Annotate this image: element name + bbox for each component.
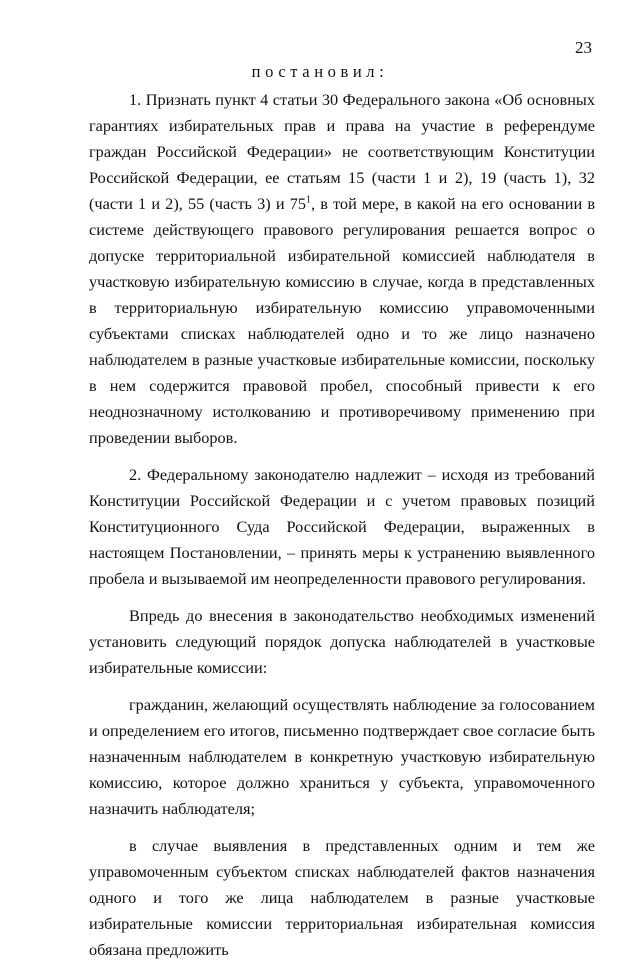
article-superscript: 1 xyxy=(305,194,311,206)
resolution-heading: постановил: xyxy=(251,62,389,81)
paragraph-5: в случае выявления в представленных одним и тем же управомоченным субъектом списках наблюдателей фактов назначения одного и того же лица наблюдателем в разные участковые избирательные комиссии территориальная избирательная комиссия обязана предложить xyxy=(89,836,595,959)
paragraph-1 xyxy=(89,87,595,451)
paragraph-2: 2. Федеральному законодателю надлежит – исходя из требований Конституции Российской Федерации и с учетом правовых позиций Конституционного Суда Российской Федерации, выраженных в настоящем Постановлении, – принять меры к устранению выявленного пробела и вызываемой им неопределенности правового регулирования. xyxy=(89,465,595,588)
page-number: 23 xyxy=(575,38,592,57)
document-body xyxy=(89,87,596,959)
paragraph-1-text-end: , в той мере, в какой на его основании в системе действующего правового регулирования решается вопрос о допуске территориальной избирательной комиссией наблюдателя в участковую избирательную комиссию в случае, когда в представленных в территориальную избирательную комиссию управомоченными субъектами списках наблюдателей одно и то же лицо назначено наблюдателем в разные участковые избирательные комиссии, поскольку в нем содержится правовой пробел, способный привести к его неоднозначному истолкованию и противоречивому применению при проведении выборов. xyxy=(89,194,596,447)
paragraph-4: гражданин, желающий осуществлять наблюдение за голосованием и определением его итогов, письменно подтверждает свое согласие быть назначенным наблюдателем в конкретную участковую избирательную комиссию, которое должно храниться у субъекта, управомоченного назначить наблюдателя; xyxy=(89,695,595,818)
paragraph-3: Впредь до внесения в законодательство необходимых изменений установить следующий порядок допуска наблюдателей в участковые избирательные комиссии: xyxy=(89,606,595,677)
paragraph-1-text-start: 1. Признать пункт 4 статьи 30 Федерального закона «Об основных гарантиях избирательных прав и права на участие в референдуме граждан Российской Федерации» не соответствующим Конституции Российской Федерации, ее статьям 15 (части 1 и 2), 19 (часть 1), 32 (части 1 и 2), 55 (часть 3) и 75 xyxy=(89,90,595,213)
